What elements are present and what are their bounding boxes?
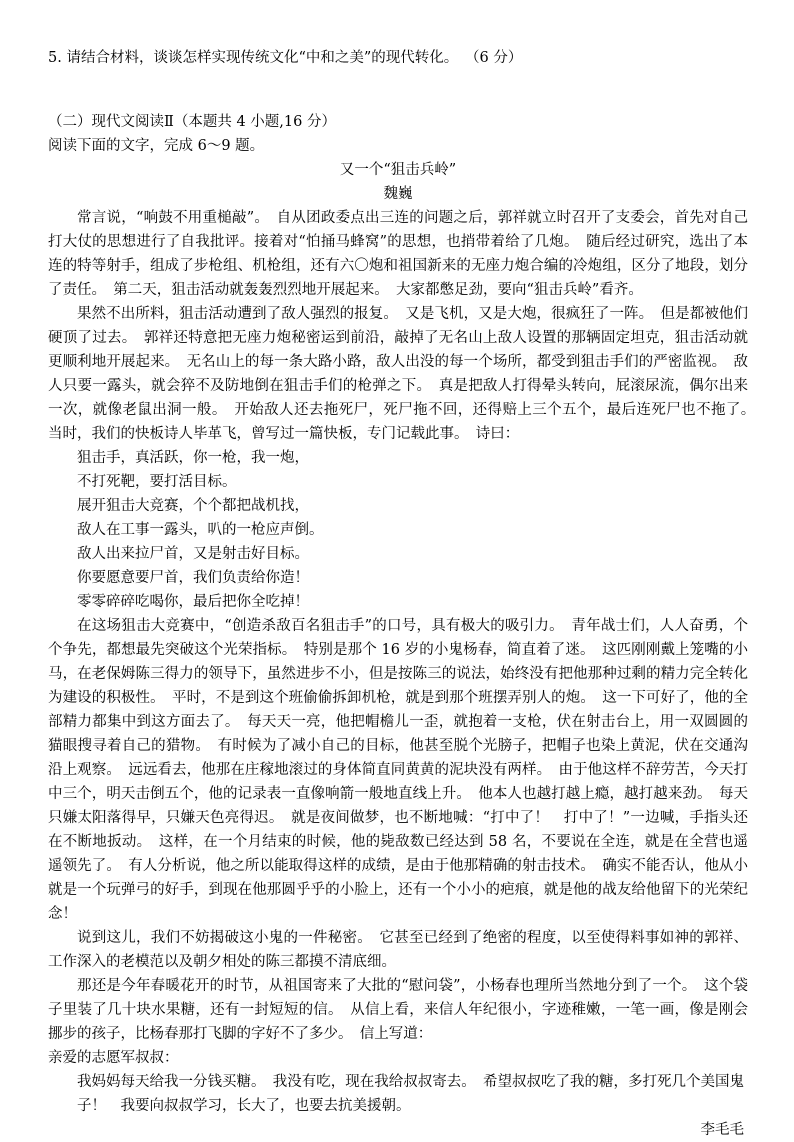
article-paragraph: 说到这儿，我们不妨揭破这小鬼的一件秘密。 它甚至已经到了绝密的程度，以至使得料事如神的郭祥、工作深入的老模范以及朝夕相处的陈三都摸不清底细。 [48, 930, 748, 970]
question-5-text: 5. 请结合材料，谈谈怎样实现传统文化“中和之美”的现代转化。 [48, 50, 459, 66]
article-paragraph: 那还是今年春暖花开的时节，从祖国寄来了大批的“慰问袋”，小杨春也理所当然地分到了一个。 这个袋子里装了几十块水果糖，还有一封短短的信。 从信上看，来信人年纪很小，字迹稚嫩，一笔一画，像是刚会挪步的孩子，比杨春那打飞脚的字好不了多少。 信上写道： [48, 978, 748, 1042]
section-instruction: 阅读下面的文字，完成 6～9 题。 [48, 138, 265, 154]
poem-line: 零零碎碎吃喝你，最后把你全吃掉！ [77, 594, 309, 610]
letter-greeting: 亲爱的志愿军叔叔： [48, 1050, 179, 1066]
article-paragraph: 常言说，“响鼓不用重槌敲”。 自从团政委点出三连的问题之后，郭祥就立时召开了支委会，首先对自己打大仗的思想进行了自我批评。接着对“怕捅马蜂窝”的思想，也捎带着给了几炮。 随后经过研究，选出了本连的特等射手，组成了步枪组、机枪组，还有六〇炮和祖国新来的无座力炮合编的冷炮组，区分了地段，划分了责任。 第二天，狙击活动就轰轰烈烈地开展起来。 大家都憋足劲，要向“狙击兵岭”看齐。 [48, 210, 748, 298]
poem-line: 敌人在工事一露头，叭的一枪应声倒。 [77, 522, 324, 538]
section-heading: （二）现代文阅读Ⅱ（本题共 4 小题,16 分） [48, 114, 336, 130]
article-paragraph: 果然不出所料，狙击活动遭到了敌人强烈的报复。 又是飞机，又是大炮，很疯狂了一阵。 但是都被他们硬顶了过去。 郭祥还特意把无座力炮秘密运到前沿，敲掉了无名山上敌人设置的那辆固定坦克，狙击活动就更顺利地开展起来。 无名山上的每一条大路小路，敌人出没的每一个场所，都受到狙击手们的严密监视。 敌人只要一露头，就会猝不及防地倒在狙击手们的枪弹之下。 真是把敌人打得晕头转向，屁滚尿流，偶尔出来一次，就像老鼠出洞一般。 开始敌人还去拖死尸，死尸拖不回，还得赔上三个五个，最后连死尸也不拖了。 当时，我们的快板诗人毕革飞，曾写过一篇快板，专门记载此事。 诗曰： [48, 306, 763, 442]
article-title: 又一个“狙击兵岭” [339, 162, 457, 178]
question-5 [48, 46, 748, 70]
poem-line: 狙击手，真活跃，你一枪，我一炮， [77, 450, 309, 466]
question-5-points: （6 分） [472, 50, 523, 66]
poem-line: 敌人出来拉尸首，又是射击好目标。 [77, 546, 309, 562]
article-author: 魏巍 [383, 186, 413, 202]
letter-body: 我妈妈每天给我一分钱买糖。 我没有吃，现在我给叔叔寄去。 希望叔叔吃了我的糖，多打死几个美国鬼子！ 我要向叔叔学习，长大了，也要去抗美援朝。 [77, 1074, 744, 1114]
poem-line: 展开狙击大竞赛，个个都把战机找， [77, 498, 309, 514]
article-paragraph: 在这场狙击大竞赛中，“创造杀敌百名狙击手”的口号，具有极大的吸引力。 青年战士们，人人奋勇，个个争先，都想最先突破这个光荣指标。 特别是那个 16 岁的小鬼杨春，简直着了迷。 这匹刚刚戴上笼嘴的小马，在老保姆陈三得力的领导下，虽然进步不小，但是按陈三的说法，始终没有把他那种过剩的精力完全转化为建设的积极性。 平时，不是到这个班偷偷拆卸机枪，就是到那个班摆弄别人的炮。 这一下可好了，他的全部精力都集中到这方面去了。 每天天一亮，他把帽檐儿一歪，就抱着一支枪，伏在射击台上，用一双圆圆的猫眼搜寻着自己的猎物。 有时候为了减小自己的目标，他甚至脱个光膀子，把帽子也染上黄泥，伏在交通沟沿上观察。 远远看去，他那在庄稼地滚过的身体简直同黄黄的泥块没有两样。 由于他这样不辞劳苦，今天打中三个，明天击倒五个，他的记录表一直像响箭一般地直线上升。 他本人也越打越上瘾，越打越来劲。 每天只嫌太阳落得早，只嫌天色亮得迟。 就是夜间做梦，也不断地喊：“打中了！ 打中了！”一边喊，手指头还在不断地扳动。 这样，在一个月结束的时候，他的毙敌数已经达到 58 名，不要说在全连，就是在全营也遥遥领先了。 有人分析说，他之所以能取得这样的成绩，是由于他那精确的射击技术。 确实不能否认，他从小就是一个玩弹弓的好手，到现在他那圆乎乎的小脸上，还有一个小小的疤痕，就是他的战友给他留下的光荣纪念！ [48, 618, 748, 922]
letter-signature: 李毛毛 [700, 1122, 744, 1138]
poem-line: 你要愿意要尸首，我们负责给你造！ [77, 570, 309, 586]
poem-line: 不打死靶，要打活目标。 [77, 474, 237, 490]
document-page [48, 46, 763, 1142]
